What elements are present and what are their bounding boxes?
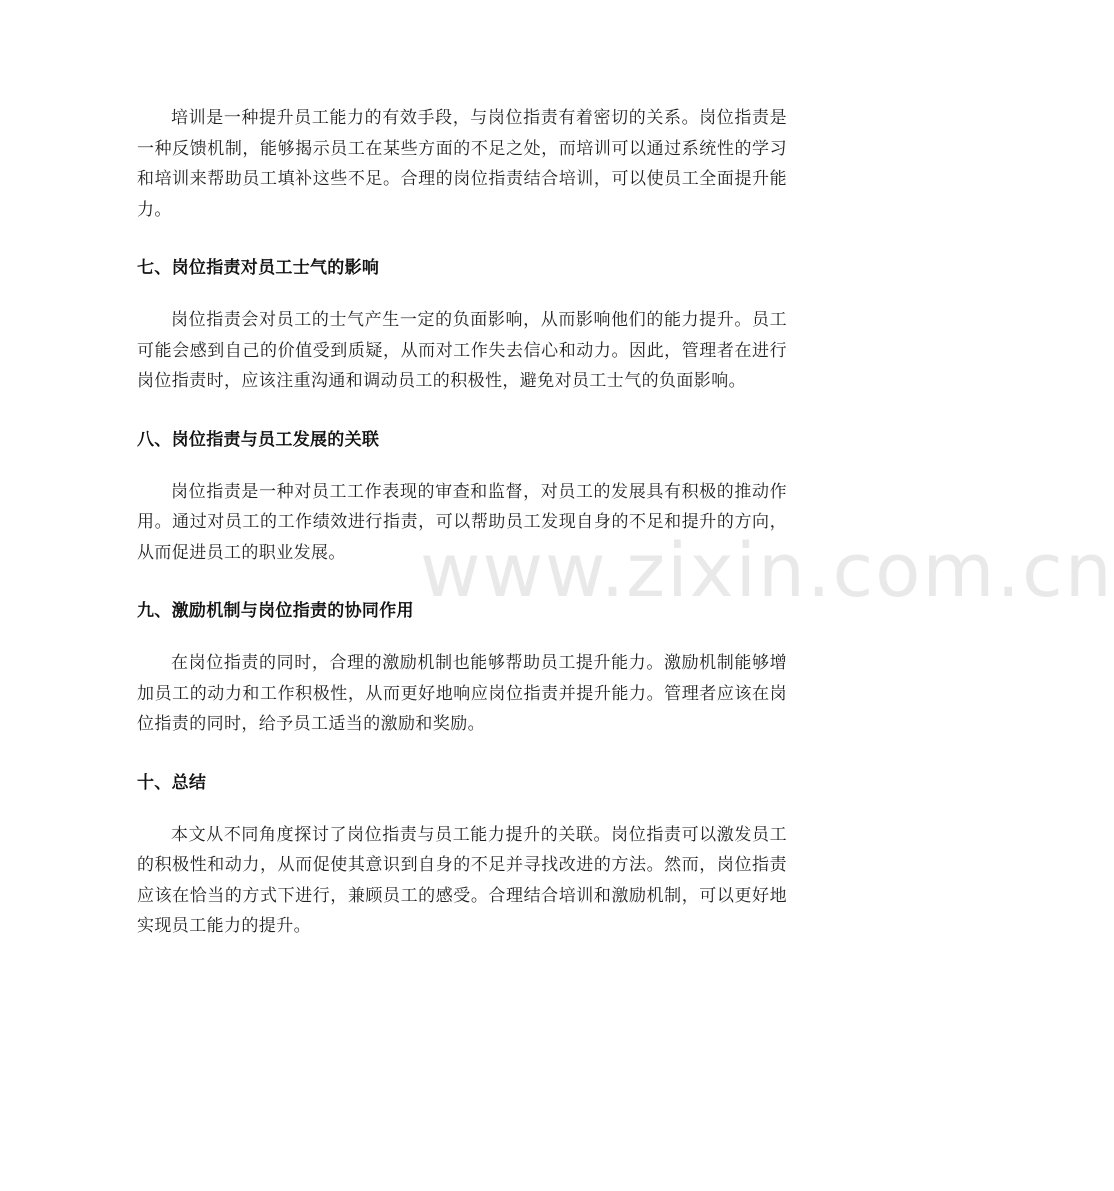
spacer: [137, 397, 787, 425]
spacer: [137, 455, 787, 477]
section-paragraph-10: 本文从不同角度探讨了岗位指责与员工能力提升的关联。岗位指责可以激发员工的积极性和动力，从而促使其意识到自身的不足并寻找改进的方法。然而，岗位指责应该在恰当的方式下进行，兼顾员工的感受。合理结合培训和激励机制，可以更好地实现员工能力的提升。: [137, 824, 787, 936]
watermark: www.zixin.com.cn: [420, 528, 1114, 614]
spacer: [137, 626, 787, 648]
spacer: [137, 225, 787, 253]
spacer: [137, 283, 787, 305]
spacer: [137, 798, 787, 820]
section-heading-7: 七、岗位指责对员工士气的影响: [137, 258, 380, 278]
section-paragraph-7: 岗位指责会对员工的士气产生一定的负面影响，从而影响他们的能力提升。员工可能会感到自己的价值受到质疑，从而对工作失去信心和动力。因此，管理者在进行岗位指责时，应该注重沟通和调动员工的积极性，避免对员工士气的负面影响。: [137, 310, 787, 391]
document-body: [137, 103, 787, 942]
section-heading-8: 八、岗位指责与员工发展的关联: [137, 429, 380, 450]
spacer: [137, 568, 787, 596]
section-heading-10: 十、总结: [137, 772, 207, 793]
section-heading-9: 九、激励机制与岗位指责的协同作用: [137, 601, 414, 621]
section-paragraph-8: 岗位指责是一种对员工工作表现的审查和监督，对员工的发展具有积极的推动作用。通过对员工的工作绩效进行指责，可以帮助员工发现自身的不足和提升的方向，从而促进员工的职业发展。: [137, 481, 787, 563]
spacer: [137, 740, 787, 768]
section-paragraph-9: 在岗位指责的同时，合理的激励机制也能够帮助员工提升能力。激励机制能够增加员工的动力和工作积极性，从而更好地响应岗位指责并提升能力。管理者应该在岗位指责的同时，给予员工适当的激励和奖励。: [137, 653, 787, 734]
intro-paragraph: 培训是一种提升员工能力的有效手段，与岗位指责有着密切的关系。岗位指责是一种反馈机制，能够揭示员工在某些方面的不足之处，而培训可以通过系统性的学习和培训来帮助员工填补这些不足。合理的岗位指责结合培训，可以使员工全面提升能力。: [137, 108, 787, 220]
